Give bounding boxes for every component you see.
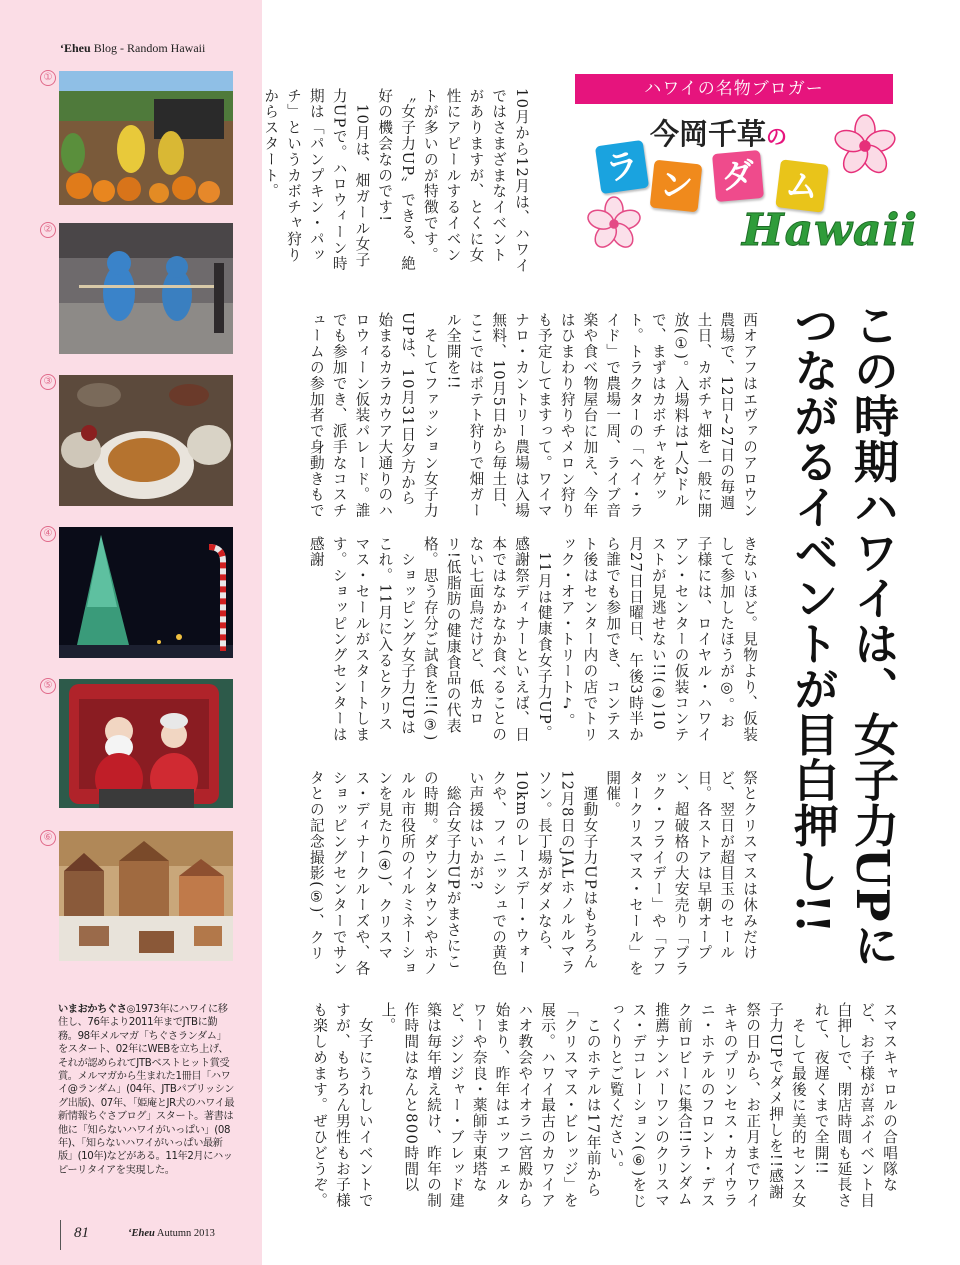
title-hawaii: Hawaii bbox=[742, 205, 918, 256]
photo-number-6: ⑥ bbox=[40, 830, 56, 846]
body-middle-column-1: 西オアフはエヴァのアロウン農場で、12日~27日の毎週土日、カボチャ畑を一般に開放(①)。入場料は1人2ドルで、まずはカボチャをゲット。トラクターの「ヘイ・ライド」で農場一周、ライブ音楽や食べ物屋台に加え、今年はひまわり狩りやメロン狩りも予定してますって。ワイマナロ・カントリー農場は入場無料、10月5日から毎土日、ここではポテト狩りで畑ガール全開を!! そしてファッション女子力UPは、10月31日夕方から始まるカラカウア大通りのハロウィーン仮装パレード。誰でも参加でき、派手なコスチュームの参加者で身動きもで bbox=[307, 312, 758, 519]
photo-number-2: ② bbox=[40, 222, 56, 238]
hibiscus-icon-left bbox=[585, 195, 643, 253]
bio-text: ◎1973年にハワイに移住し、76年より2011年までJTBに勤務。98年メルマガ「ちぐさランダム」をスタート、02年にWEBを立ち上げ、それが認められてJTBベストヒット賞受賞。メルマガから生まれた1冊目「ハワイ@ランダム」(04年、JTBパブリッシング出版)、07年、「姫庵とJR犬のハワイ最新情報ちぐさブログ」スタート。著書は他に「知らないハワイがいっぱい」(08年)、「知らないハワイがいっぱい最新版」(10年)などがある。11年2月にハッピーリタイアを実現した。 bbox=[58, 1004, 235, 1176]
sidebar bbox=[0, 0, 262, 1265]
photo-number-1: ① bbox=[40, 70, 56, 86]
blog-title-rest: Blog - Random Hawaii bbox=[90, 41, 206, 55]
photo-number-4: ④ bbox=[40, 526, 56, 542]
photo-christmas-tree bbox=[59, 527, 233, 658]
page-number: 81 bbox=[74, 1225, 89, 1241]
title-tile-4: ム bbox=[775, 159, 828, 212]
photo-christmas-village bbox=[59, 831, 233, 961]
photo-thanksgiving-dinner bbox=[59, 375, 233, 506]
blogger-banner: ハワイの名物ブロガー bbox=[575, 74, 893, 104]
author-name bbox=[650, 112, 787, 153]
author-particle: の bbox=[766, 125, 788, 149]
footer-issue: Autumn 2013 bbox=[154, 1228, 215, 1239]
body-middle-column-3: 祭とクリスマスは休みだけど、翌日が超目玉のセール日。各ストアは早朝オープン、超破格の大安売り「ブラック・フライデー」や「アフタークリスマス・セール」を開催。 運動女子力UPはもちろん12月8日のJALホノルルマラソン。長丁場がダメなら、10kmのレースデー・ウォークや、フィニッシュでの黄色い声援はいかが? 総合女子力UPがまさにこの時期。ダウンタウンやホノルル市役所のイルミネーションを見たり(④)、クリスマス・ディナークルーズや、各ショッピングセンターでサンタとの記念撮影(⑤)、クリ bbox=[307, 770, 758, 977]
photo-number-5: ⑤ bbox=[40, 678, 56, 694]
footer-magazine bbox=[128, 1228, 215, 1239]
blog-title bbox=[60, 41, 205, 56]
footer-divider bbox=[60, 1220, 61, 1250]
photo-number-3: ③ bbox=[40, 374, 56, 390]
body-top-column-1: 10月から12月は、ハワイではさまざまなイベントがありますが、とくに女性にアピールするイベントが多いのが特徴です。〝女子力UP〟できる、絶好の機会なのです! 10月は、畑ガール女子力UPで。ハロウィーン時期は「パンプキン・パッチ」というカボチャ狩りからスタート。 bbox=[262, 88, 530, 274]
author-bio bbox=[58, 1003, 236, 1177]
bio-name: いまおかちぐさ bbox=[58, 1004, 127, 1015]
blog-title-bold: ‘Eheu bbox=[60, 41, 91, 55]
title-tile-3: ダ bbox=[712, 150, 764, 202]
photo-costume-contest bbox=[59, 223, 233, 354]
hibiscus-icon-right bbox=[832, 113, 898, 179]
photo-pumpkin-patch bbox=[59, 71, 233, 205]
headline: この時期ハワイは、女子力UPに つながるイベントが目白押し!! bbox=[786, 302, 899, 968]
author-name-text: 今岡千草 bbox=[650, 117, 767, 151]
body-middle-column-2: きないほど。見物より、仮装して参加したほうが◎。お子様には、ロイヤル・ハワイアン・センターの仮装コンテストが見逃せない!!(②)10月27日日曜日、午後3時半から誰でも参加でき、コンテスト後はセンター内の店でトリック・オア・トリート♪。 11月は健康食女子力UP。感謝祭ディナーといえば、日本ではなかなか食べることのない七面鳥だけど、低カロリ!低脂肪の健康食品の代表格。思う存分ご試食を!!(③) ショッピング女子力UPはこれ。11月に入るとクリスマス・セールがスタートします。ショッピングセンターは感謝 bbox=[307, 536, 758, 743]
title-tile-1: ラ bbox=[595, 140, 649, 194]
photo-santa bbox=[59, 679, 233, 808]
footer-magazine-bold: ‘Eheu bbox=[128, 1228, 155, 1239]
title-tile-2: ン bbox=[650, 160, 703, 213]
body-bottom-column: スマスキャロルの合唱隊など、お子様が喜ぶイベント目白押しで、閉店時間も延長されて、夜遅くまで全開!! そして最後に美的センス女子力UPでダメ押しを!!感謝祭の日から、お正月までワイキキのプリンセス・カイウラニ・ホテルのフロント・デスク前ロビーに集合!!ランダム推薦ナンバーワンのクリスマス・デコレーション(⑥)をじっくりとご覧ください。 このホテルは17年前から「クリスマス・ビレッジ」を展示。ハワイ最古のカワイアハオ教会やイオラニ宮殿から始まり、昨年はエッフェルタワーや奈良・薬師寺東塔など、ジンジャー・ブレッド建築は毎年増え続け、昨年の制作時間はなんと800時間以上。 女子にうれしいイベントですが、もちろん男性もお子様も楽しめます。ぜひどうぞ。 bbox=[311, 1002, 898, 1210]
